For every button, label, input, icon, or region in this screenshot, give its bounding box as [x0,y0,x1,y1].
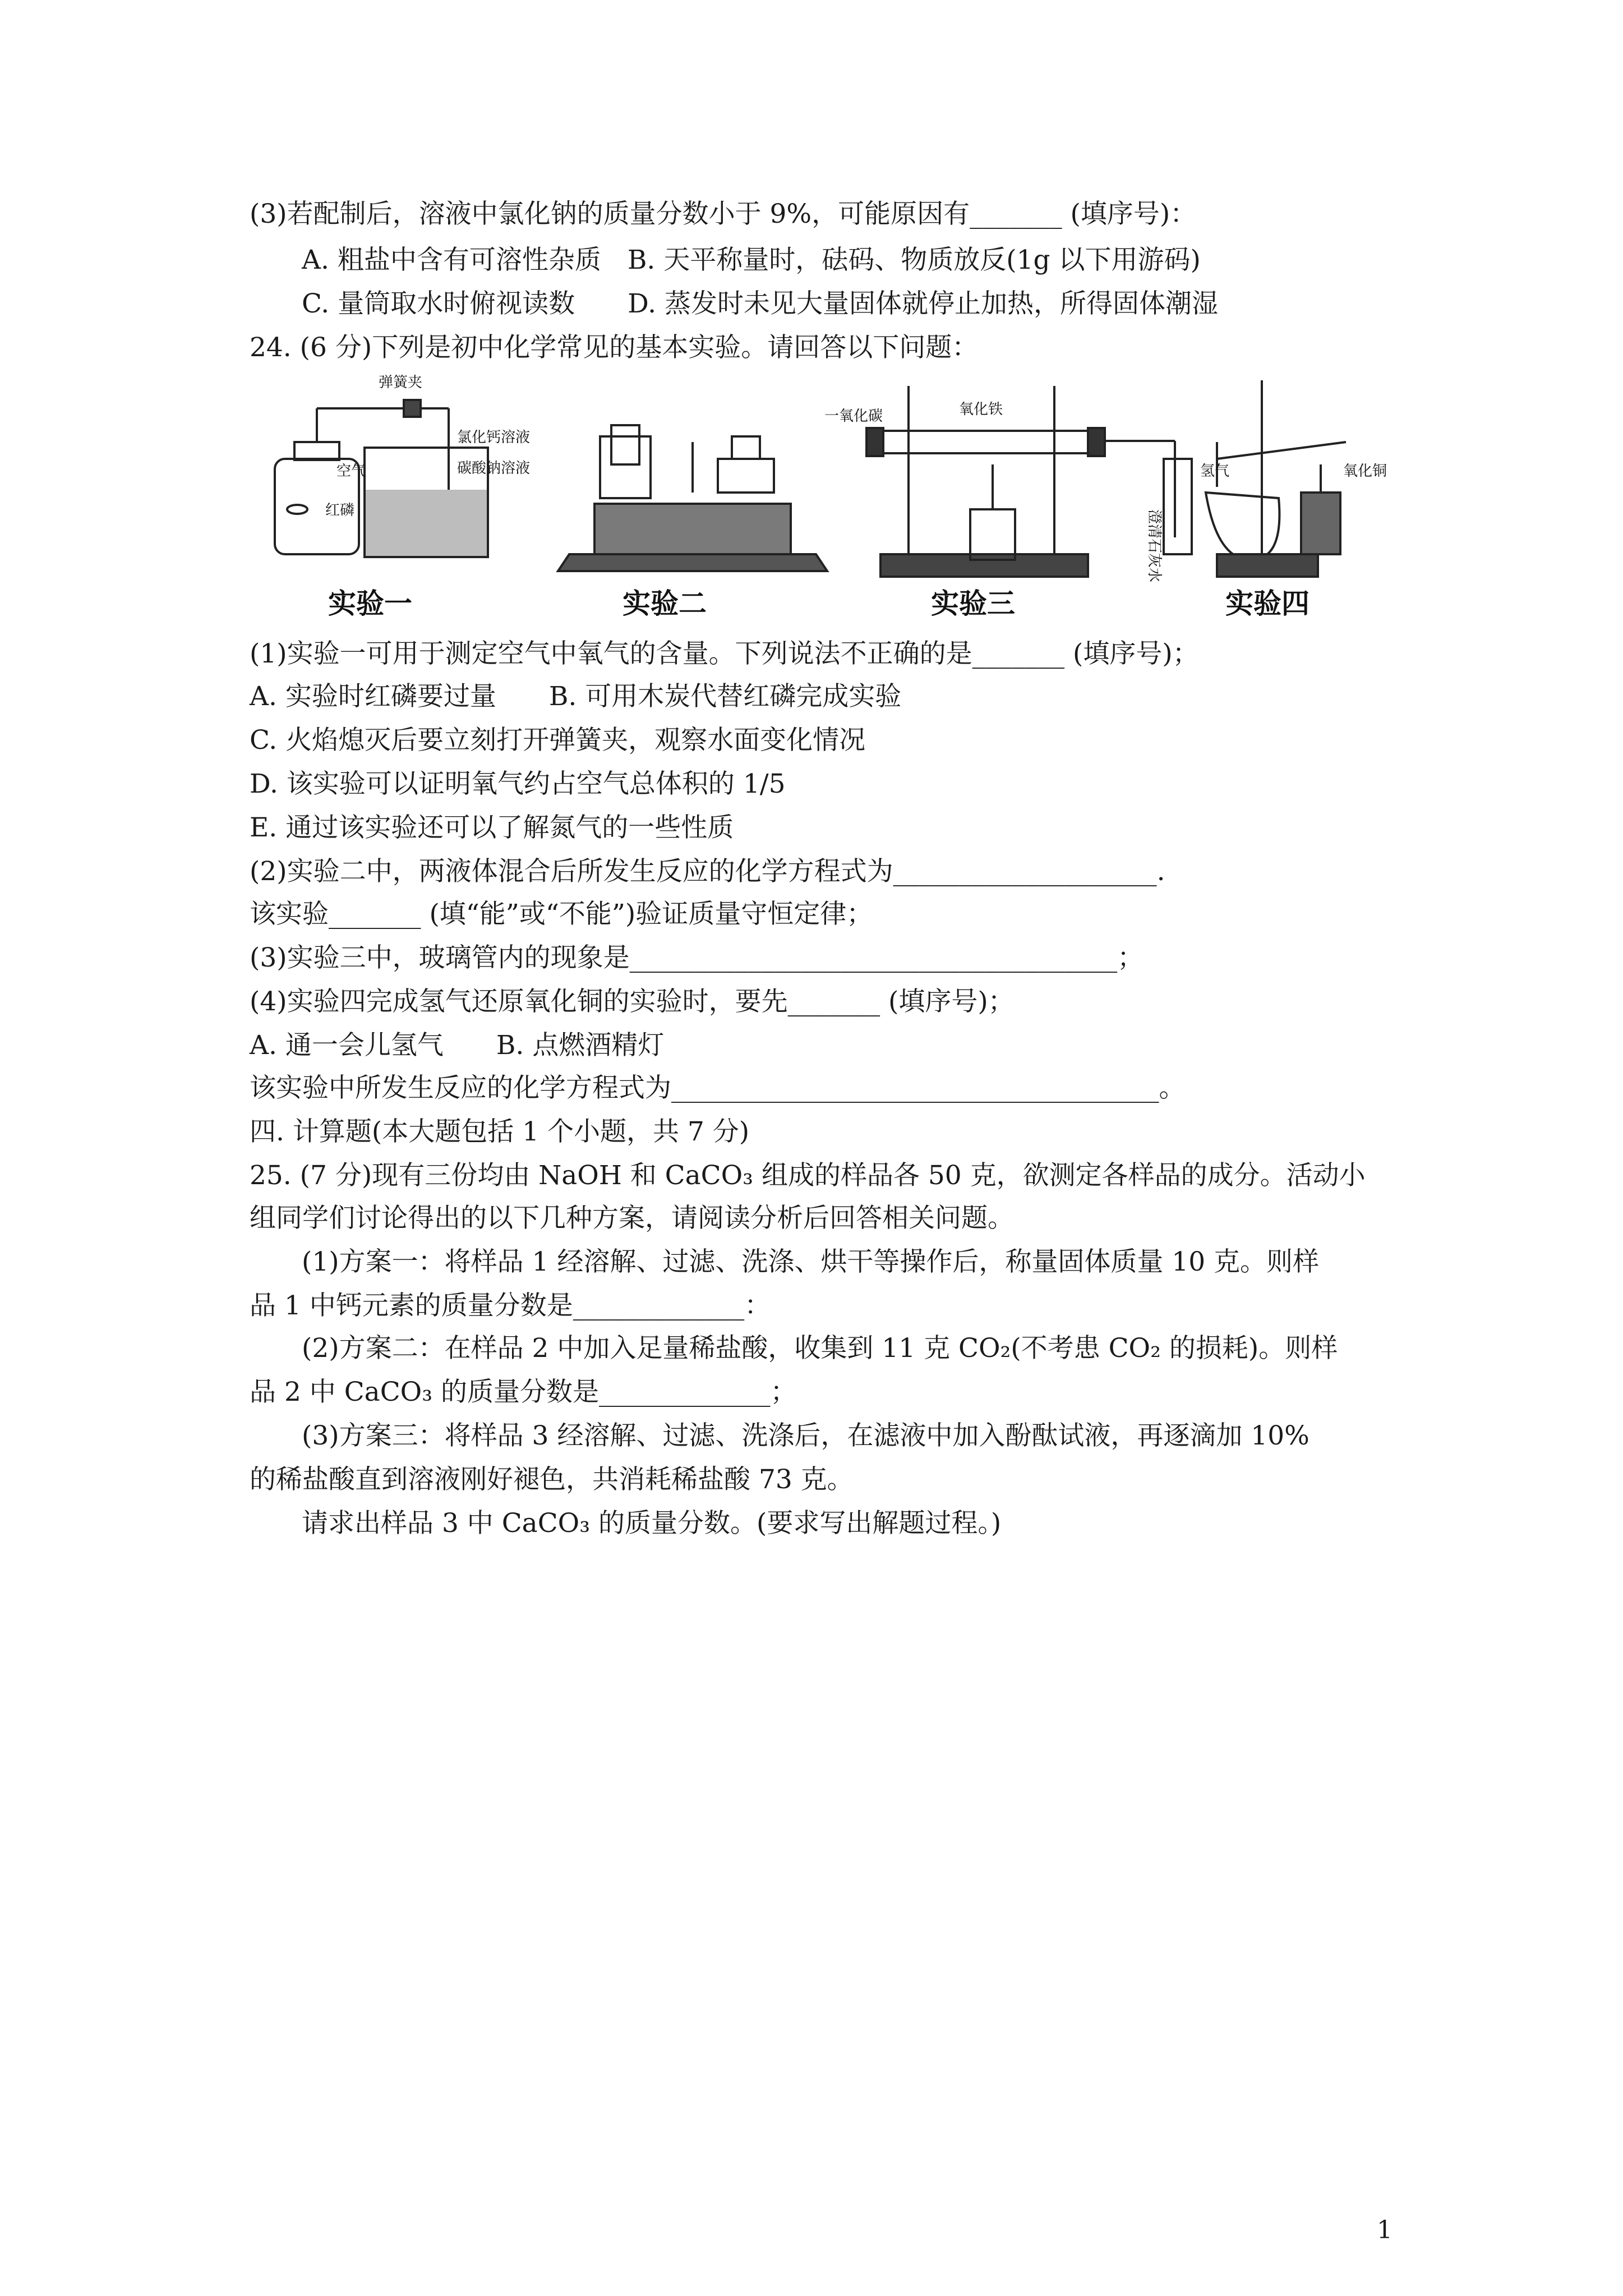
q24-2-line-b: 该实验_______ (填“能”或“不能”)验证质量守恒定律； [250,899,873,930]
q23-3-line: (3)若配制后，溶液中氯化钠的质量分数小于 9%，可能原因有_______ (填序号)： [250,199,1197,229]
exp2-na2co3-label: 碳酸钠溶液 [457,460,531,477]
exp4-cuo-label: 氧化铜 [1343,463,1387,480]
exp1-phosphorus-label: 红磷 [325,502,355,519]
exp2-cacl2-label: 氯化钙溶液 [457,429,531,446]
q25-1-line-a: (1)方案一：将样品 1 经溶解、过滤、洗涤、烘干等操作后，称量固体质量 10 克。则样 [302,1246,1320,1277]
q24-4-line: (4)实验四完成氢气还原氧化铜的实验时，要先_______ (填序号)； [250,986,1015,1017]
q24-heading: 24. (6 分)下列是初中化学常见的基本实验。请回答以下问题： [250,332,979,363]
q25-2-line-a: (2)方案二：在样品 2 中加入足量稀盐酸，收集到 11 克 CO₂(不考患 CO₂ 的损耗)。则样 [302,1333,1338,1364]
experiment-3-label: 实验三 [931,587,1015,620]
q25-4-line: 请求出样品 3 中 CaCO₃ 的质量分数。(要求写出解题过程。) [302,1508,1002,1539]
exp3-fe2o3-label: 氧化铁 [959,401,1003,418]
experiment-4-label: 实验四 [1225,587,1310,620]
experiment-3-apparatus [866,386,1279,577]
q24-1-line: (1)实验一可用于测定空气中氧气的含量。下列说法不正确的是_______ (填序号)； [250,638,1199,669]
exp3-co-label: 一氧化碳 [824,408,883,425]
exp1-clip-label: 弹簧夹 [379,375,423,391]
experiment-4-apparatus [1217,380,1346,577]
q25-3-line-b: 的稀盐酸直到溶液刚好褪色，共消耗稀盐酸 73 克。 [250,1464,854,1495]
q25-1-line-b: 品 1 中钙元素的质量分数是_____________： [250,1290,771,1321]
exp3-limewater-label: 澄清石灰水 [1146,509,1163,583]
exp4-h2-label: 氢气 [1200,463,1230,480]
q23-3-options-ab: A. 粗盐中含有可溶性杂质 B. 天平称量时，砝码、物质放反(1g 以下用游码) [302,245,1201,275]
exp1-air-label: 空气 [336,463,366,480]
experiment-2-label: 实验二 [623,587,707,620]
q24-2-line: (2)实验二中，两液体混合后所发生反应的化学方程式为____________________. [250,856,1165,887]
q24-1-options-ab: A. 实验时红磷要过量 B. 可用木炭代替红磷完成实验 [250,681,902,712]
q24-4-equation-line: 该实验中所发生反应的化学方程式为_____________________________________。 [250,1073,1186,1103]
q24-1-option-d: D. 该实验可以证明氧气约占空气总体积的 1/5 [250,769,786,799]
page-number: 1 [1377,2216,1393,2244]
q24-3-line: (3)实验三中，玻璃管内的现象是_____________________________________； [250,942,1144,973]
experiment-1-apparatus [275,400,488,557]
experiment-2-apparatus [558,425,827,571]
experiment-figure [264,375,1402,622]
q25-2-line-b: 品 2 中 CaCO₃ 的质量分数是_____________； [250,1377,797,1407]
q25-line-b: 组同学们讨论得出的以下几种方案，请阅读分析后回答相关问题。 [250,1203,1014,1234]
section-4-heading: 四. 计算题(本大题包括 1 个小题，共 7 分) [250,1116,750,1147]
q25-3-line-a: (3)方案三：将样品 3 经溶解、过滤、洗涤后，在滤液中加入酚酞试液，再逐滴加 10% [302,1420,1310,1451]
experiment-1-label: 实验一 [328,587,412,620]
q23-3-options-cd: C. 量筒取水时俯视读数 D. 蒸发时未见大量固体就停止加热，所得固体潮湿 [302,288,1219,319]
q24-1-option-e: E. 通过该实验还可以了解氮气的一些性质 [250,812,734,843]
q25-line-a: 25. (7 分)现有三份均由 NaOH 和 CaCO₃ 组成的样品各 50 克，欲测定各样品的成分。活动小 [250,1160,1366,1191]
q24-1-option-c: C. 火焰熄灭后要立刻打开弹簧夹，观察水面变化情况 [250,725,866,756]
q24-4-options: A. 通一会儿氢气 B. 点燃酒精灯 [250,1030,665,1061]
